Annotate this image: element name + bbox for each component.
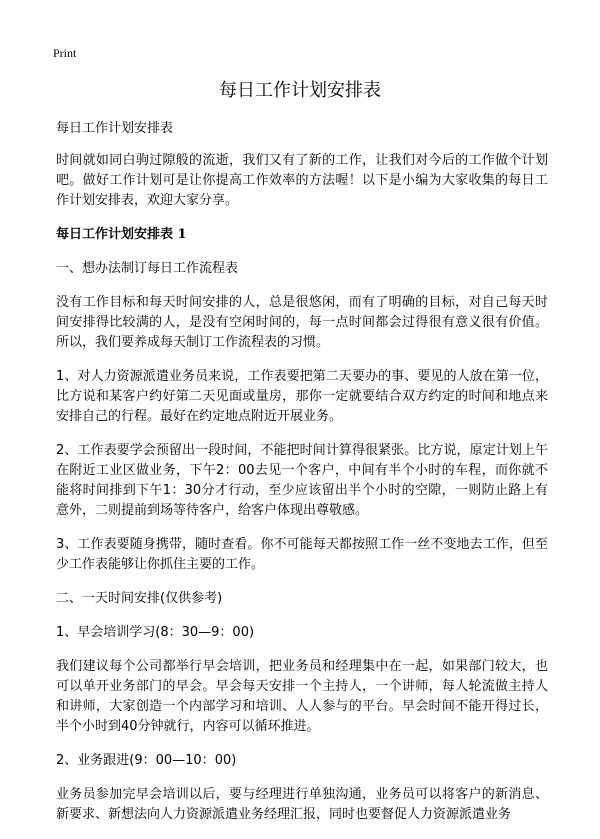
body-paragraph: 我们建议每个公司都举行早会培训，把业务员和经理集中在一起，如果部门较大，也可以单开业务部门的早会。早会每天安排一个主持人，一个讲师，每人轮流做主持人和讲师，大家创造一个内部学习和培训、人人参与的平台。早会时间不能开得过长，半个小时到40分钟就行，内容可以循环推进。 <box>56 659 548 734</box>
item-heading: 1、早会培训学习(8：30—9：00) <box>56 625 255 640</box>
section-heading: 每日工作计划安排表 1 <box>56 227 187 242</box>
item-heading: 2、业务跟进(9：00—10：00) <box>56 753 237 768</box>
body-paragraph: 业务员参加完早会培训以后，要与经理进行单独沟通，业务员可以将客户的新消息、新要求、新想法向人力资源派遣业务经理汇报，同时也要督促人力资源派遣业务 <box>56 787 548 822</box>
print-label: Print <box>53 46 77 60</box>
body-paragraph: 没有工作目标和每天时间安排的人，总是很悠闲，而有了明确的目标，对自己每天时间安排得比较满的人，是没有空闲时间的，每一点时间都会过得很有意义很有价值。所以，我们要养成每天制订工作流程表的习惯。 <box>56 295 548 350</box>
part-heading: 一、想办法制订每日工作流程表 <box>56 261 239 276</box>
document-title: 每日工作计划安排表 <box>219 80 381 101</box>
intro-paragraph: 时间就如同白驹过隙般的流逝，我们又有了新的工作，让我们对今后的工作做个计划吧。做好工作计划可是让你提高工作效率的方法喔！以下是小编为大家收集的每日工作计划安排表，欢迎大家分享。 <box>56 153 548 208</box>
body-paragraph: 2、工作表要学会预留出一段时间，不能把时间计算得很紧张。比方说，原定计划上午在附近工业区做业务，下午2：00去见一个客户，中间有半个小时的车程，而你就不能将时间排到下午1：30分才行动，至少应该留出半个小时的空隙，一则防止路上有意外，二则提前到场等待客户，给客户体现出尊敬感。 <box>56 443 548 518</box>
body-paragraph: 3、工作表要随身携带，随时查看。你不可能每天都按照工作一丝不变地去工作，但至少工作表能够让你抓住主要的工作。 <box>56 537 548 572</box>
document-subtitle: 每日工作计划安排表 <box>56 121 174 136</box>
document-body <box>56 119 548 839</box>
part-heading: 二、一天时间安排(仅供参考) <box>56 591 223 606</box>
body-paragraph: 1、对人力资源派遣业务员来说，工作表要把第二天要办的事、要见的人放在第一位，比方说和某客户约好第二天见面或量房，那你一定就要结合双方约定的时间和地点来安排自己的行程。最好在约定地点附近开展业务。 <box>56 369 548 424</box>
